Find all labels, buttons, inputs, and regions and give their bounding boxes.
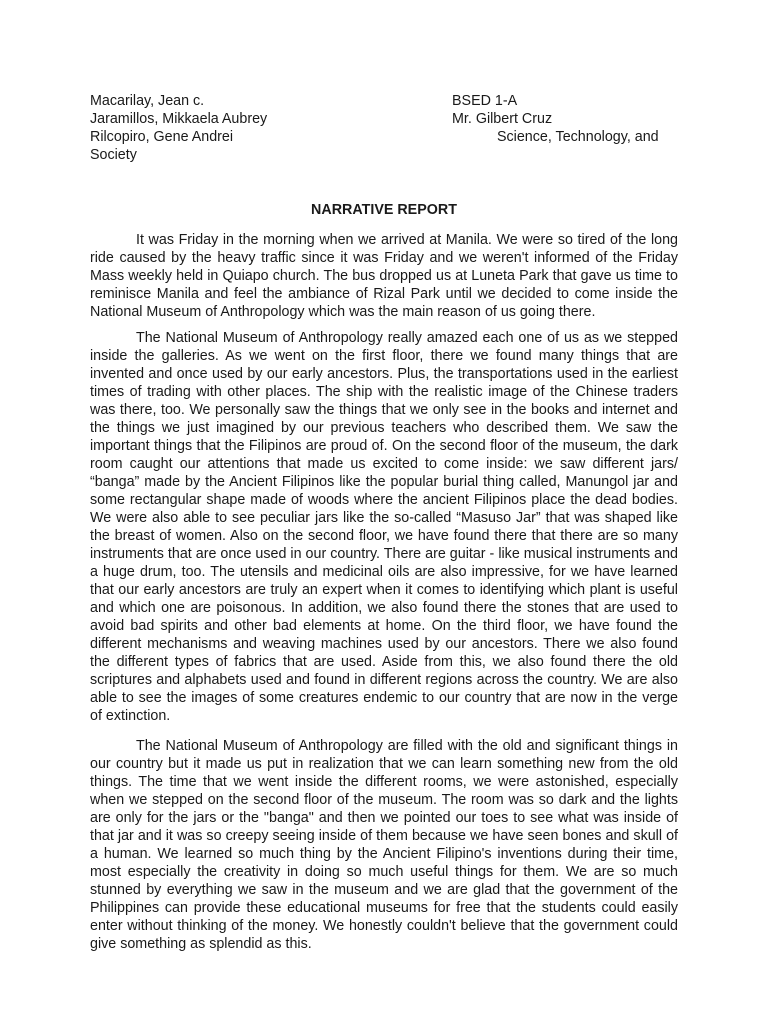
instructor-name: Mr. Gilbert Cruz (452, 111, 553, 127)
author-list (90, 92, 450, 164)
course-title-continuation: Society (90, 147, 137, 163)
body-paragraph: The National Museum of Anthropology really amazed each one of us as we stepped inside the galleries. As we went on the first floor, there we found many things that are invented and once used by our early ancestors. Plus, the transportations used in the earliest times of trading with other places. The ship with the realistic image of the Chinese traders was there, too. We personally saw the things that we only see in the books and internet and the things we just imagined by our previous teachers who described them. We saw the important things that the Filipinos are proud of. On the second floor of the museum, the dark room caught our attentions that made us excited to come inside: we saw different jars/ “banga” made by the Ancient Filipinos like the popular burial thing called, Manungol jar and some rectangular shape made of woods where the ancient Filipinos place the dead bodies. We were also able to see peculiar jars like the so-called “Masuso Jar” that was shaped like the breast of women. Also on the second floor, we have found there that there are so many instruments that are once used in our country. There are guitar - like musical instruments and a huge drum, too. The utensils and medicinal oils are also impressive, for we have learned that our early ancestors are truly an expert when it comes to identifying which plant is useful and which one are poisonous. In addition, we also found there the stones that are used to avoid bad spirits and other bad elements at home. On the third floor, we have found the different mechanisms and weaving machines used by our ancestors. There we also found the different types of fabrics that are used. Aside from this, we also found there the old scriptures and alphabets used and found in different regions across the country. We are also able to see the images of some creatures endemic to our country that are now in the verge of extinction. (90, 330, 678, 724)
document-title: NARRATIVE REPORT (311, 202, 457, 218)
document-header (90, 92, 680, 168)
class-info (452, 92, 682, 146)
author-name: Rilcopiro, Gene Andrei (90, 129, 234, 145)
body-paragraph: It was Friday in the morning when we arrived at Manila. We were so tired of the long ride caused by the heavy traffic since it was Friday and we weren't informed of the Friday Mass weekly held in Quiapo church. The bus dropped us at Luneta Park that gave us time to reminisce Manila and feel the ambiance of Rizal Park until we decided to come inside the National Museum of Anthropology which was the main reason of us going there. (90, 232, 678, 320)
author-name: Jaramillos, Mikkaela Aubrey (90, 111, 268, 127)
course-title: Science, Technology, and (497, 129, 659, 145)
author-name: Macarilay, Jean c. (90, 93, 205, 109)
section-label: BSED 1-A (452, 93, 518, 109)
body-paragraph: The National Museum of Anthropology are filled with the old and significant things in our country but it made us put in realization that we can learn something new from the old things. The time that we went inside the different rooms, we were astonished, especially when we stepped on the second floor of the museum. The room was so dark and the lights are only for the jars or the "banga" and then we pointed our toes to see what was inside of that jar and it was so creepy seeing inside of them because we have seen bones and skull of a human. We learned so much thing by the Ancient Filipino's inventions during their time, most especially the creativity in doing so much useful things for them. We are so much stunned by everything we saw in the museum and we are glad that the government of the Philippines can provide these educational museums for free that the students could easily enter without thinking of the money. We honestly couldn't believe that the government could give something as splendid as this. (90, 738, 678, 952)
